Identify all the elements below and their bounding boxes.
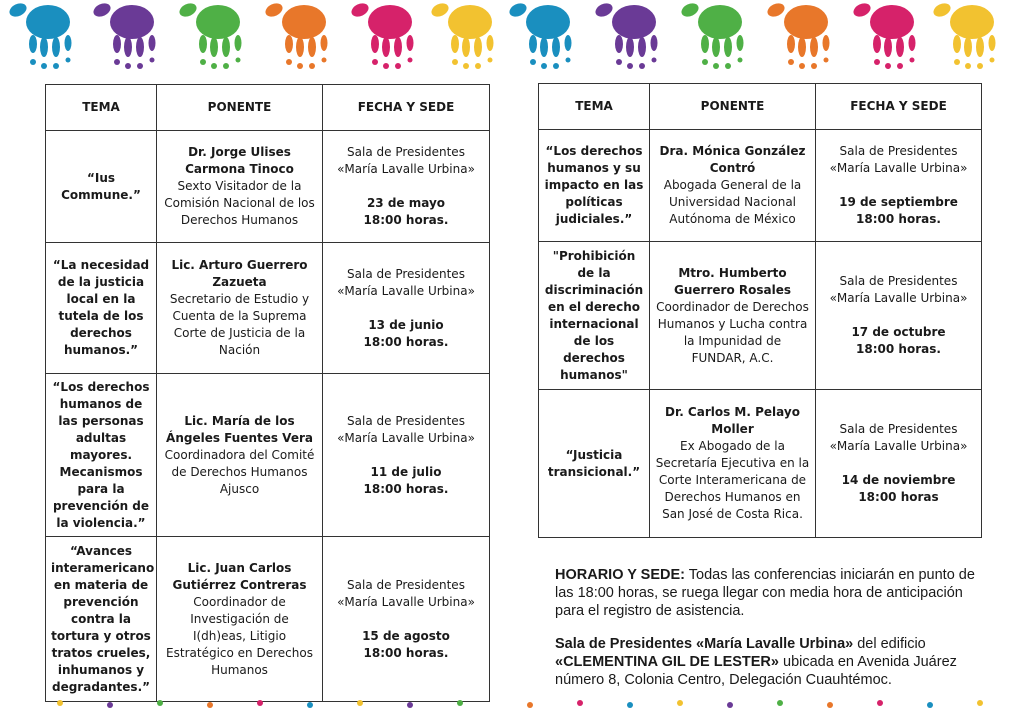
fecha-sede-cell [323,374,490,537]
speaker-role: Coordinador de Derechos Humanos y Lucha contra la Impunidad de FUNDAR, A.C. [656,299,809,365]
event-date: 14 de noviembre [841,473,956,487]
sede-note [555,635,975,689]
table-row [46,243,490,374]
event-date: 13 de junio [368,317,444,332]
event-date: 23 de mayo [366,196,446,210]
ponente-cell [650,390,816,538]
event-time: 18:00 horas. [856,342,941,356]
table-row [539,242,982,390]
event-date: 15 de agosto [362,628,450,643]
ponente-cell [157,243,323,374]
handprint-icon [7,1,71,69]
handprint-icon [851,1,915,69]
table-row [46,374,490,537]
speaker-name: Dr. Carlos M. Pelayo Moller [665,405,800,436]
tema-cell: “Los derechos humanos y su impacto en las políticas judiciales.” [539,130,650,242]
venue: Sala de Presidentes «María Lavalle Urbina» [829,144,968,175]
handprint-icon [679,1,743,69]
horario-note [555,566,975,620]
fecha-sede-cell [323,537,490,702]
venue: Sala de Presidentes «María Lavalle Urbina» [829,274,968,305]
speaker-name: Lic. Arturo Guerrero Zazueta [171,258,308,289]
sede-edificio: «CLEMENTINA GIL DE LESTER» [555,654,779,670]
venue: Sala de Presidentes «María Lavalle Urbina» [337,577,475,609]
header-tema: TEMA [539,84,650,130]
speaker-name: Lic. María de los Ángeles Fuentes Vera [166,413,313,445]
tema-cell: “Justicia transicional.” [539,390,650,538]
speaker-name: Mtro. Humberto Guerrero Rosales [674,265,791,297]
speaker-role: Ex Abogado de la Secretaría Ejecutiva en la Corte Interamericana de Derechos Humanos en San José de Costa Rica. [655,439,810,521]
event-date: 17 de octubre [851,325,946,339]
decorative-dots-strip [0,694,1009,708]
ponente-cell [157,131,323,243]
fecha-sede-cell [816,242,982,390]
speaker-role: Coordinadora del Comité de Derechos Humanos Ajusco [164,447,315,496]
fecha-sede-cell [323,131,490,243]
handprint-icon [91,1,155,69]
table-header-row [539,84,982,130]
speaker-role: Abogada General de la Universidad Nacional Autónoma de México [663,178,802,226]
handprint-icon [931,1,995,69]
speaker-name: Lic. Juan Carlos Gutiérrez Contreras [172,560,307,592]
handprint-icon [349,1,413,69]
table-header-row [46,85,490,131]
ponente-cell [650,242,816,390]
fecha-sede-cell [323,243,490,374]
event-time: 18:00 horas. [363,645,449,660]
handprint-icon [765,1,829,69]
event-time: 18:00 horas. [363,334,449,349]
fecha-sede-cell [816,390,982,538]
handprints-banner [0,0,1009,80]
fecha-sede-cell [816,130,982,242]
sede-text-2: ubicada en Avenida Juárez número 8, Colonia Centro, Delegación Cuauhtémoc. [555,654,957,688]
ponente-cell [650,130,816,242]
event-time: 18:00 horas. [363,213,449,227]
header-fecha-sede: FECHA Y SEDE [323,85,490,131]
ponente-cell [157,374,323,537]
horario-text: Todas las conferencias iniciarán en punto de las 18:00 horas, se ruega llegar con media hora de anticipación para el registro de asistencia. [555,567,975,619]
table-row [539,130,982,242]
table-row [46,131,490,243]
horario-label: HORARIO Y SEDE: [555,567,685,583]
event-date: 11 de julio [370,464,442,479]
tema-cell: “Los derechos humanos de las personas adultas mayores. Mecanismos para la prevención de la violencia.” [46,374,157,537]
handprint-icon [593,1,657,69]
venue: Sala de Presidentes «María Lavalle Urbina» [337,413,475,445]
sede-sala: Sala de Presidentes «María Lavalle Urbina» [555,636,854,652]
handprint-icon [507,1,571,69]
handprint-icon [263,1,327,69]
header-ponente: PONENTE [650,84,816,130]
speaker-name: Dr. Jorge Ulises Carmona Tinoco [185,145,294,176]
tema-cell: “La necesidad de la justicia local en la tutela de los derechos humanos.” [46,243,157,374]
event-time: 18:00 horas. [856,212,941,226]
ponente-cell [157,537,323,702]
speaker-role: Secretario de Estudio y Cuenta de la Suprema Corte de Justicia de la Nación [169,292,310,357]
schedule-table-right [538,83,982,538]
event-date: 19 de septiembre [839,195,958,209]
header-tema: TEMA [46,85,157,131]
event-time: 18:00 horas. [363,481,449,496]
table-row [46,537,490,702]
header-ponente: PONENTE [157,85,323,131]
tema-cell: “Avances interamericano en materia de prevención contra la tortura y otros tratos crueles, inhumanos y degradantes.” [46,537,157,702]
handprint-icon [177,1,241,69]
sede-text-1: del edificio [853,636,926,652]
venue: Sala de Presidentes «María Lavalle Urbina» [337,145,475,176]
speaker-role: Sexto Visitador de la Comisión Nacional de los Derechos Humanos [164,179,315,227]
venue: Sala de Presidentes «María Lavalle Urbina» [829,422,968,453]
schedule-table-left [45,84,490,702]
handprint-icon [429,1,493,69]
tema-cell: "Prohibición de la discriminación en el derecho internacional de los derechos humanos" [539,242,650,390]
speaker-role: Coordinador de Investigación de I(dh)eas, Litigio Estratégico en Derechos Humanos [166,594,313,677]
header-fecha-sede: FECHA Y SEDE [816,84,982,130]
event-time: 18:00 horas [858,490,939,504]
speaker-name: Dra. Mónica González Contró [659,144,806,175]
tema-cell: “Ius Commune.” [46,131,157,243]
table-row [539,390,982,538]
venue: Sala de Presidentes «María Lavalle Urbina» [337,266,475,298]
